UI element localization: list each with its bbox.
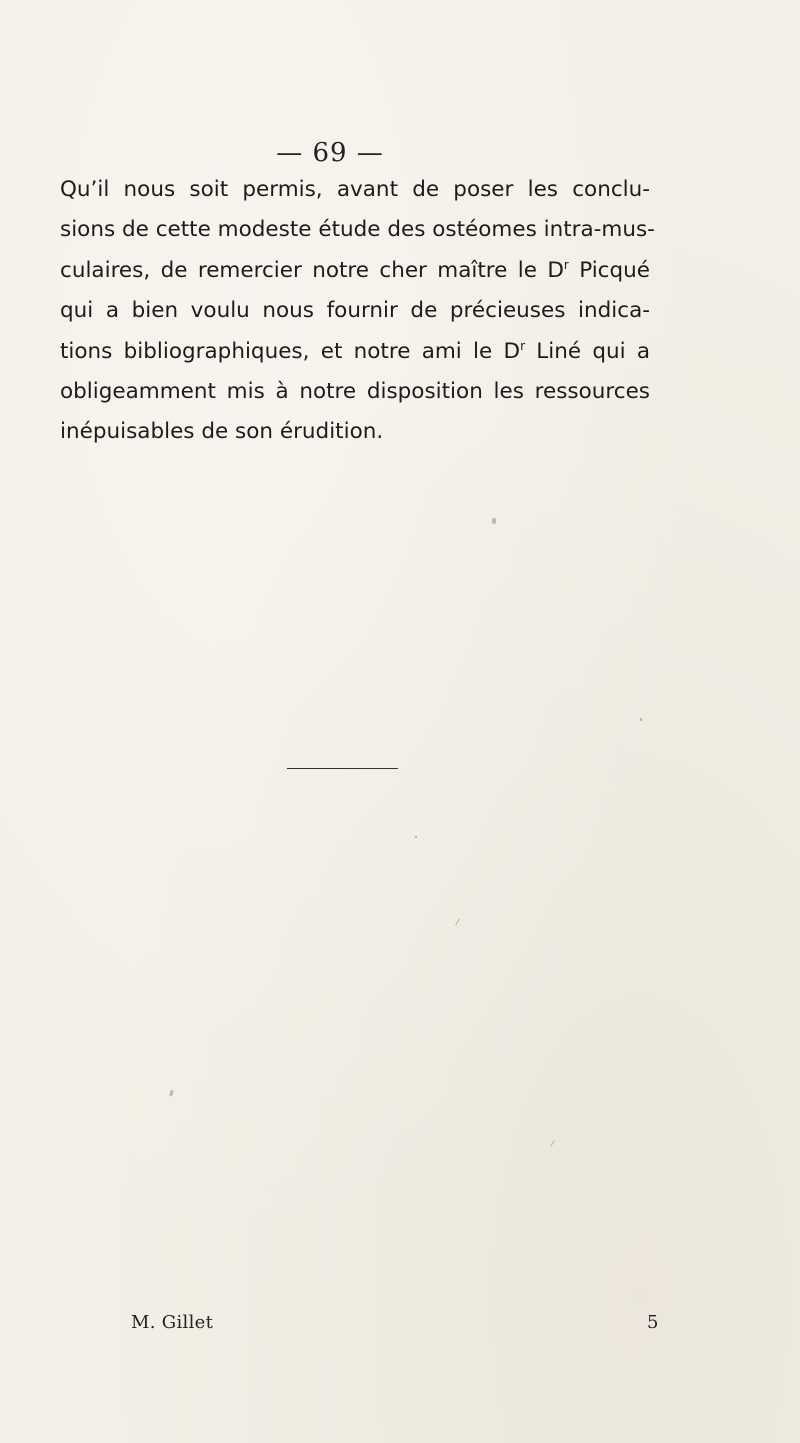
- speck: [550, 1140, 554, 1147]
- superscript-r: r: [563, 257, 569, 272]
- speck: [492, 518, 496, 524]
- text-line-7: [60, 412, 650, 452]
- text-line-3-content: culaires, de remercier notre cher maître le D: [60, 257, 564, 283]
- footer-author: M. Gillet: [131, 1312, 214, 1333]
- speck: [455, 918, 460, 925]
- text-line-5-content: tions bibliographiques, et notre ami le D: [60, 338, 521, 364]
- superscript-r-2: r: [520, 338, 525, 353]
- text-line-3-tail: Picqué: [568, 257, 650, 283]
- text-line-3: [60, 251, 650, 291]
- text-line-4-content: qui a bien voulu nous fournir de précieuses indica-: [60, 298, 650, 324]
- body-paragraph: [60, 170, 680, 453]
- footer-signature-mark: 5: [647, 1312, 659, 1333]
- text-line-4: [60, 291, 650, 331]
- text-line-5: [60, 332, 650, 372]
- text-line-2: [60, 210, 655, 250]
- text-line-1: [60, 170, 650, 210]
- speck: [415, 836, 417, 838]
- text-line-6-content: obligeamment mis à notre disposition les ressources: [60, 379, 650, 405]
- text-line-6: [60, 372, 650, 412]
- text-line-5-tail: Liné qui a: [525, 338, 650, 364]
- horizontal-rule: [287, 768, 398, 769]
- page-number: — 69 —: [276, 138, 384, 168]
- text-line-1-content: Qu’il nous soit permis, avant de poser les conclu-: [60, 177, 650, 202]
- speck: [640, 718, 642, 721]
- text-line-2-content: sions de cette modeste étude des ostéomes intra-mus-: [60, 217, 655, 243]
- text-line-7-content: inépuisables de son érudition.: [60, 419, 384, 445]
- speck: [169, 1090, 174, 1097]
